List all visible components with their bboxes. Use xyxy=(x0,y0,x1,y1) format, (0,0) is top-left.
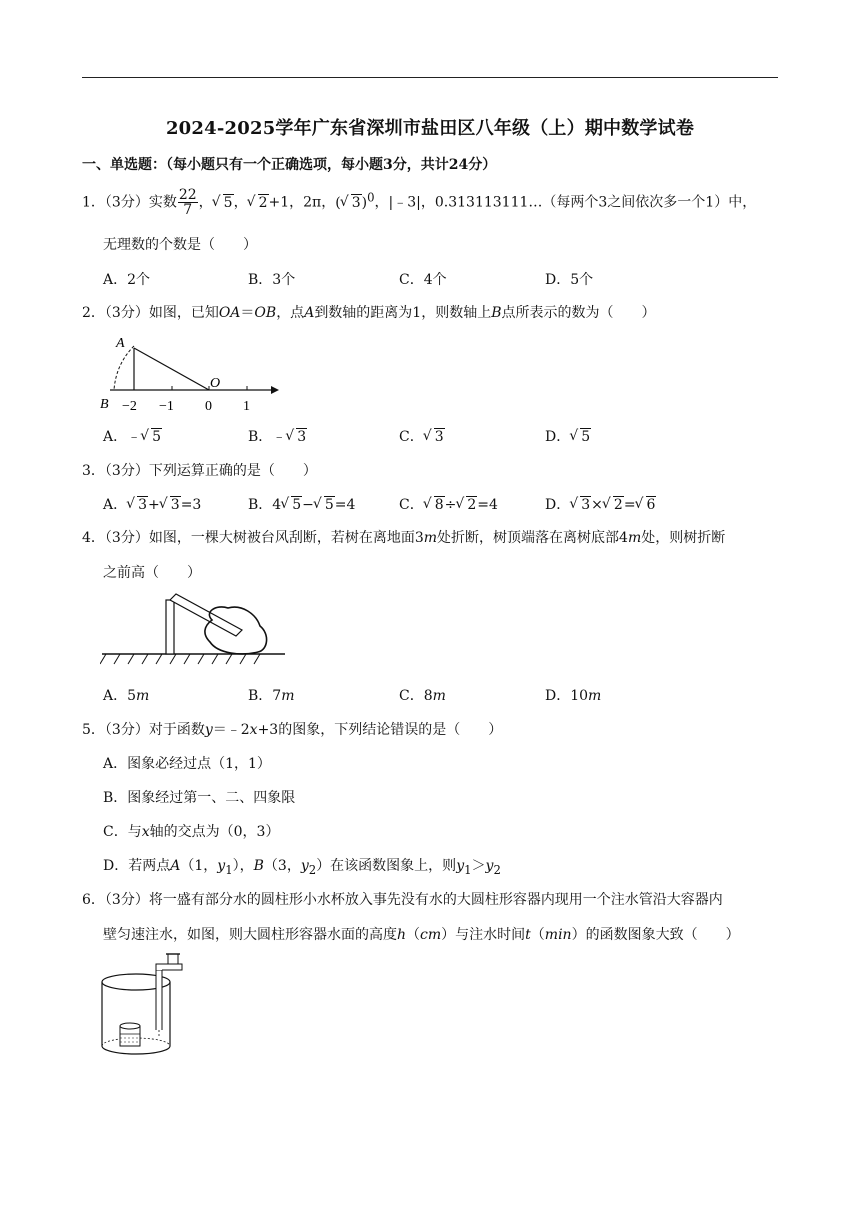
q6-line1: 6．（3分）将一盛有部分水的圆柱形小水杯放入事先没有水的大圆柱形容器内现用一个注水管沿大容器内 xyxy=(82,892,723,908)
q1-option-c[interactable]: C．4个 xyxy=(399,272,447,288)
q4-line2: 之前高（ ） xyxy=(103,565,201,581)
inlet-pipe xyxy=(156,970,162,1030)
q4-option-d[interactable]: D．10m xyxy=(545,688,602,704)
q2-option-d[interactable]: D．√ 5 xyxy=(545,426,591,446)
q1-line1: 1．（3分）实数 $\frac{22}{7}$ ，√ 5，√ 2+1，2π，(√ 3)$^0$，|﹣3|，0.313113111…（每两个3之间依次多一个1）中， xyxy=(82,188,756,217)
q3-option-d[interactable]: D．√ 3×√ 2=√ 6 xyxy=(545,494,656,514)
axis-arrow-icon xyxy=(271,386,279,394)
q6-line2: 壁匀速注水，如图，则大圆柱形容器水面的高度h（cm）与注水时间t（min）的函数图象大致（ ） xyxy=(103,927,740,943)
q4-line1: 4．（3分）如图，一棵大树被台风刮断，若树在离地面3m处折断，树顶端落在离树底部4m处，则树折断 xyxy=(82,530,726,546)
q3-line1: 3．（3分）下列运算正确的是（ ） xyxy=(82,463,317,479)
q5-line1: 5．（3分）对于函数y＝﹣2x+3的图象，下列结论错误的是（ ） xyxy=(82,722,503,738)
valve-icon xyxy=(168,954,178,964)
q5-option-b[interactable]: B．图象经过第一、二、四象限 xyxy=(103,790,296,806)
q5-option-c[interactable]: C．与x轴的交点为（0，3） xyxy=(103,824,280,840)
q2-option-c[interactable]: C．√ 3 xyxy=(399,426,445,446)
arc-dashed xyxy=(114,346,134,390)
q1-option-b[interactable]: B．3个 xyxy=(248,272,296,288)
q4-option-a[interactable]: A．5m xyxy=(103,688,150,704)
pipe-elbow xyxy=(156,964,182,970)
q3-option-c[interactable]: C．√ 8÷√ 2=4 xyxy=(399,494,498,514)
page-title: 2024-2025学年广东省深圳市盐田区八年级（上）期中数学试卷 xyxy=(165,118,695,139)
label-A: A xyxy=(116,336,125,351)
top-rule xyxy=(82,77,778,78)
section-heading: 一、单选题：（每小题只有一个正确选项，每小题3分，共计24分） xyxy=(82,157,497,173)
q2-number-line-figure xyxy=(96,330,286,418)
tree-trunk xyxy=(166,600,174,654)
label-O: O xyxy=(210,376,221,391)
q1-option-a[interactable]: A．2个 xyxy=(103,272,151,288)
broken-top xyxy=(170,594,242,636)
sqrt-5: √ 5 xyxy=(213,195,234,211)
q2-option-a[interactable]: A．﹣√ 5 xyxy=(103,426,162,446)
q2-option-b[interactable]: B．﹣√ 3 xyxy=(248,426,307,446)
label-B: B xyxy=(100,397,109,412)
oa-segment xyxy=(134,348,209,390)
small-cup-top xyxy=(120,1023,140,1029)
tick-label-neg1: −1 xyxy=(159,399,174,414)
q1-line2: 无理数的个数是（ ） xyxy=(103,237,257,253)
tick-label-0: 0 xyxy=(205,399,212,414)
q2-line1: 2．（3分）如图，已知OA＝OB，点A到数轴的距离为1，则数轴上B点所表示的数为（ ） xyxy=(82,305,656,321)
q4-broken-tree-figure xyxy=(100,590,290,670)
q5-option-d[interactable]: D．若两点A（1，$y_1$），B（3，$y_2$）在该函数图象上，则$y_1>y_2$ xyxy=(103,858,501,877)
q3-option-a[interactable]: A．√ 3+√ 3=3 xyxy=(103,494,201,514)
q4-option-b[interactable]: B．7m xyxy=(248,688,295,704)
q6-container-figure xyxy=(96,950,196,1060)
q4-option-c[interactable]: C．8m xyxy=(399,688,446,704)
q1-option-d[interactable]: D．5个 xyxy=(545,272,594,288)
q3-option-b[interactable]: B．4√ 5−√ 5=4 xyxy=(248,494,355,514)
tick-label-neg2: −2 xyxy=(122,399,137,414)
big-cylinder-bottom xyxy=(102,1046,170,1054)
tick-label-1: 1 xyxy=(243,399,250,414)
fraction-22-7: $\frac{22}{7}$ xyxy=(178,187,197,218)
sqrt3-power-zero: (√ 3)$^0$ xyxy=(335,195,374,211)
q5-option-a[interactable]: A．图象必经过点（1，1） xyxy=(103,756,271,772)
ground-hatching xyxy=(100,654,260,664)
sqrt-2: √ 2 xyxy=(248,195,269,211)
